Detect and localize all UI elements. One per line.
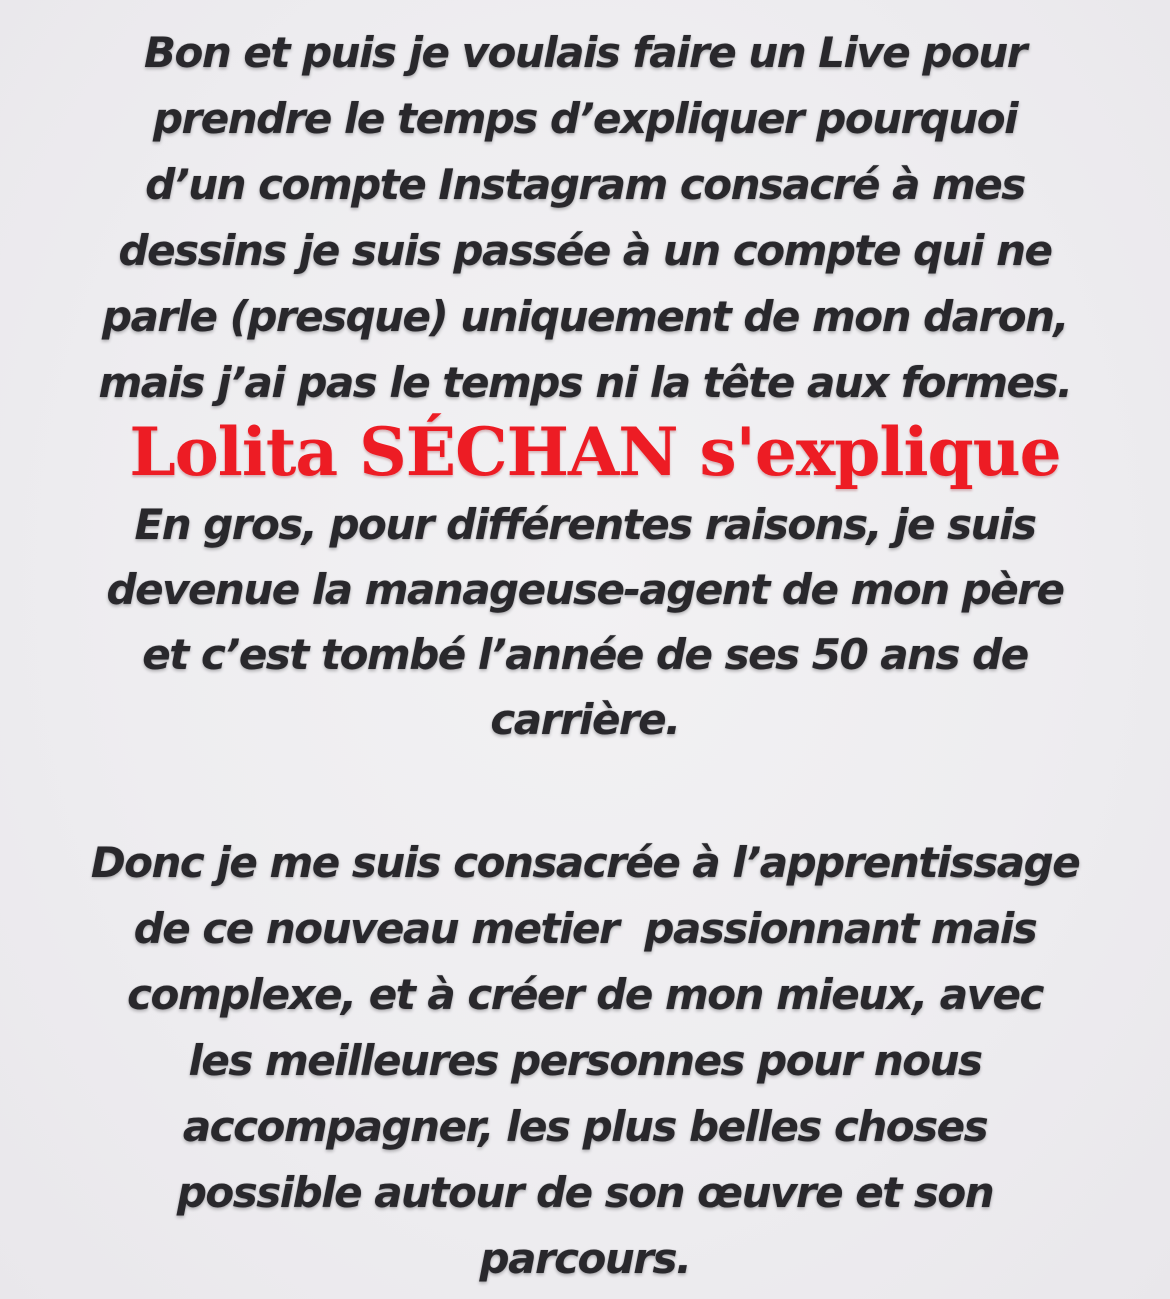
story-line: et c’est tombé l’année de ses 50 ans de [142,630,1028,679]
story-line: complexe, et à créer de mon mieux, avec [127,970,1043,1019]
story-line: Bon et puis je voulais faire un Live pour [144,28,1026,77]
story-paragraph-1 [0,20,1170,416]
story-line: carrière. [490,695,680,744]
story-line: d’un compte Instagram consacré à mes [145,160,1025,209]
story-line: accompagner, les plus belles choses [182,1102,988,1151]
story-line: devenue la manageuse-agent de mon père [106,565,1064,614]
story-line: parcours. [479,1234,691,1283]
story-line: les meilleures personnes pour nous [188,1036,982,1085]
story-line: En gros, pour différentes raisons, je suis [134,500,1036,549]
story-paragraph-3 [0,830,1170,1292]
story-line: de ce nouveau metier passionnant mais [133,904,1037,953]
story-line: dessins je suis passée à un compte qui ne [118,226,1052,275]
story-line: possible autour de son œuvre et son [176,1168,994,1217]
story-line: parle (presque) uniquement de mon daron, [102,292,1068,341]
story-paragraph-2 [0,492,1170,752]
story-line: Donc je me suis consacrée à l’apprentissage [90,838,1080,887]
story-line: prendre le temps d’expliquer pourquoi [152,94,1018,143]
overlay-headline: Lolita SÉCHAN s'explique [129,413,1061,491]
story-line: mais j’ai pas le temps ni la tête aux formes. [98,358,1072,407]
